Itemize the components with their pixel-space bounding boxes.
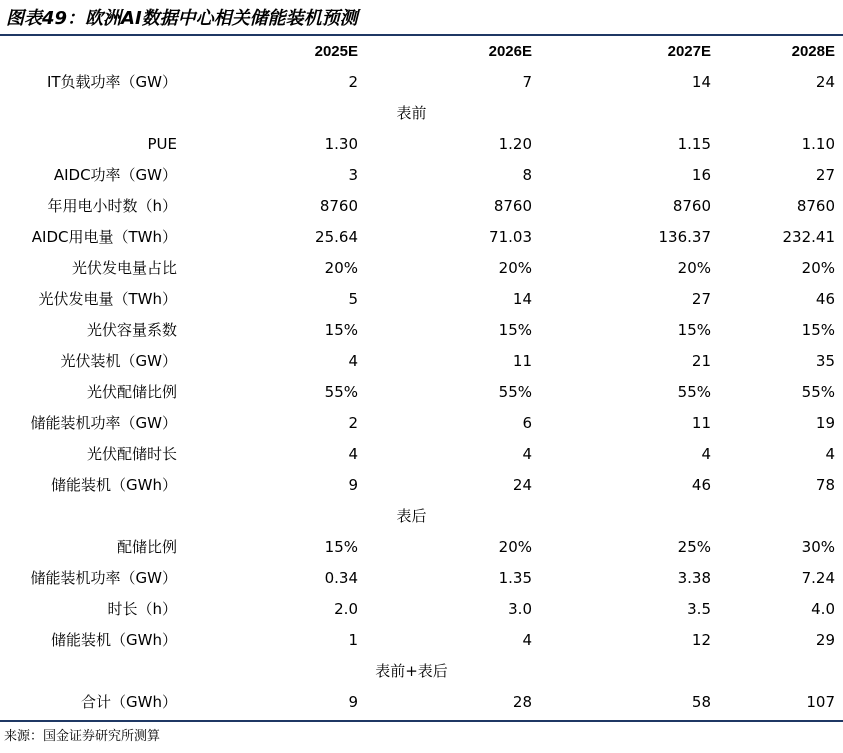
value-cell: 11 bbox=[691, 413, 711, 432]
value-cell: 71.03 bbox=[489, 227, 532, 246]
value-cell: 2 bbox=[348, 72, 358, 91]
table-row bbox=[0, 593, 843, 624]
value-cell: 55% bbox=[677, 382, 711, 401]
table-row bbox=[0, 314, 843, 345]
table-body bbox=[0, 66, 843, 717]
value-cell: 232.41 bbox=[782, 227, 835, 246]
value-cell: 3 bbox=[348, 165, 358, 184]
value-cell: 3.5 bbox=[687, 599, 711, 618]
value-cell: 1.30 bbox=[324, 134, 358, 153]
value-cell: 12 bbox=[691, 630, 711, 649]
value-cell: 2 bbox=[348, 413, 358, 432]
table-row bbox=[0, 438, 843, 469]
value-cell: 55% bbox=[324, 382, 358, 401]
value-cell: 20% bbox=[498, 537, 532, 556]
value-cell: 4 bbox=[348, 444, 358, 463]
table-row bbox=[0, 562, 843, 593]
table-row bbox=[0, 128, 843, 159]
forecast-table bbox=[0, 36, 843, 717]
value-cell: 4 bbox=[348, 351, 358, 370]
row-label: 储能装机（GWh） bbox=[51, 631, 177, 649]
value-cell: 1.35 bbox=[498, 568, 532, 587]
value-cell: 20% bbox=[498, 258, 532, 277]
row-label: 光伏容量系数 bbox=[86, 321, 177, 339]
section-row bbox=[0, 97, 843, 128]
table-row bbox=[0, 190, 843, 221]
section-header-cell bbox=[0, 500, 843, 531]
value-cell: 15% bbox=[324, 537, 358, 556]
value-cell: 14 bbox=[691, 72, 711, 91]
table-row bbox=[0, 531, 843, 562]
value-cell: 16 bbox=[691, 165, 711, 184]
row-label: 时长（h） bbox=[107, 600, 177, 618]
table-row bbox=[0, 159, 843, 190]
value-cell: 29 bbox=[815, 630, 835, 649]
value-cell: 21 bbox=[691, 351, 711, 370]
value-cell: 20% bbox=[324, 258, 358, 277]
value-cell: 20% bbox=[677, 258, 711, 277]
row-label: AIDC功率（GW） bbox=[53, 166, 177, 184]
value-cell: 28 bbox=[512, 692, 532, 711]
value-cell: 8760 bbox=[319, 196, 358, 215]
value-cell: 4.0 bbox=[811, 599, 835, 618]
row-label: 光伏发电量占比 bbox=[71, 259, 177, 277]
table-row bbox=[0, 686, 843, 717]
value-cell: 55% bbox=[801, 382, 835, 401]
value-cell: 1 bbox=[348, 630, 358, 649]
row-label: 光伏发电量（TWh） bbox=[38, 290, 177, 308]
row-label: 光伏装机（GW） bbox=[60, 352, 177, 370]
value-cell: 4 bbox=[522, 630, 532, 649]
header-cell-2025e: 2025E bbox=[314, 42, 358, 60]
value-cell: 7.24 bbox=[801, 568, 835, 587]
row-label: 光伏配储比例 bbox=[86, 383, 177, 401]
value-cell: 1.20 bbox=[498, 134, 532, 153]
value-cell: 24 bbox=[512, 475, 532, 494]
row-label: 光伏配储时长 bbox=[86, 445, 177, 463]
value-cell: 1.15 bbox=[677, 134, 711, 153]
value-cell: 15% bbox=[498, 320, 532, 339]
value-cell: 9 bbox=[348, 692, 358, 711]
value-cell: 8760 bbox=[493, 196, 532, 215]
section-header-cell bbox=[0, 655, 843, 686]
row-label: 合计（GWh） bbox=[81, 693, 177, 711]
value-cell: 14 bbox=[512, 289, 532, 308]
value-cell: 35 bbox=[815, 351, 835, 370]
row-label: 储能装机（GWh） bbox=[51, 476, 177, 494]
row-label: 配储比例 bbox=[116, 538, 177, 556]
header-cell-label bbox=[0, 36, 183, 66]
row-label: 储能装机功率（GW） bbox=[30, 414, 177, 432]
value-cell: 3.38 bbox=[677, 568, 711, 587]
table-row bbox=[0, 252, 843, 283]
table-row bbox=[0, 283, 843, 314]
header-cell-2026e: 2026E bbox=[488, 42, 532, 60]
table-row bbox=[0, 469, 843, 500]
value-cell: 27 bbox=[691, 289, 711, 308]
table-row bbox=[0, 345, 843, 376]
value-cell: 8760 bbox=[796, 196, 835, 215]
value-cell: 25.64 bbox=[315, 227, 358, 246]
value-cell: 20% bbox=[801, 258, 835, 277]
row-label: PUE bbox=[147, 134, 177, 153]
value-cell: 15% bbox=[677, 320, 711, 339]
value-cell: 2.0 bbox=[334, 599, 358, 618]
section-header-cell bbox=[0, 97, 843, 128]
row-label: AIDC用电量（TWh） bbox=[31, 228, 177, 246]
section-header-label: 表前 bbox=[396, 104, 427, 122]
value-cell: 4 bbox=[825, 444, 835, 463]
value-cell: 4 bbox=[522, 444, 532, 463]
value-cell: 6 bbox=[522, 413, 532, 432]
source-note: 来源：国金证券研究所测算 bbox=[4, 729, 161, 744]
value-cell: 8760 bbox=[672, 196, 711, 215]
table-title: 图表49：欧洲AI数据中心相关储能装机预测 bbox=[6, 8, 358, 29]
header-cell-2028e: 2028E bbox=[791, 42, 835, 60]
table-row bbox=[0, 407, 843, 438]
value-cell: 107 bbox=[806, 692, 835, 711]
row-label: IT负载功率（GW） bbox=[46, 73, 177, 91]
value-cell: 9 bbox=[348, 475, 358, 494]
value-cell: 46 bbox=[691, 475, 711, 494]
value-cell: 136.37 bbox=[658, 227, 711, 246]
bottom-divider bbox=[0, 720, 843, 722]
value-cell: 7 bbox=[522, 72, 532, 91]
value-cell: 15% bbox=[801, 320, 835, 339]
value-cell: 4 bbox=[701, 444, 711, 463]
section-header-label: 表后 bbox=[396, 507, 427, 525]
value-cell: 58 bbox=[691, 692, 711, 711]
value-cell: 55% bbox=[498, 382, 532, 401]
table-row bbox=[0, 221, 843, 252]
value-cell: 78 bbox=[815, 475, 835, 494]
value-cell: 5 bbox=[348, 289, 358, 308]
value-cell: 27 bbox=[815, 165, 835, 184]
value-cell: 46 bbox=[815, 289, 835, 308]
row-label: 年用电小时数（h） bbox=[47, 197, 177, 215]
table-row bbox=[0, 624, 843, 655]
value-cell: 3.0 bbox=[508, 599, 532, 618]
section-header-label: 表前+表后 bbox=[375, 662, 448, 680]
table-row bbox=[0, 376, 843, 407]
value-cell: 25% bbox=[677, 537, 711, 556]
header-cell-2027e: 2027E bbox=[667, 42, 711, 60]
section-row bbox=[0, 500, 843, 531]
value-cell: 30% bbox=[801, 537, 835, 556]
value-cell: 15% bbox=[324, 320, 358, 339]
section-row bbox=[0, 655, 843, 686]
value-cell: 0.34 bbox=[324, 568, 358, 587]
value-cell: 8 bbox=[522, 165, 532, 184]
header-row bbox=[0, 36, 843, 66]
value-cell: 1.10 bbox=[801, 134, 835, 153]
value-cell: 24 bbox=[815, 72, 835, 91]
row-label: 储能装机功率（GW） bbox=[30, 569, 177, 587]
value-cell: 19 bbox=[815, 413, 835, 432]
table-row bbox=[0, 66, 843, 97]
value-cell: 11 bbox=[512, 351, 532, 370]
